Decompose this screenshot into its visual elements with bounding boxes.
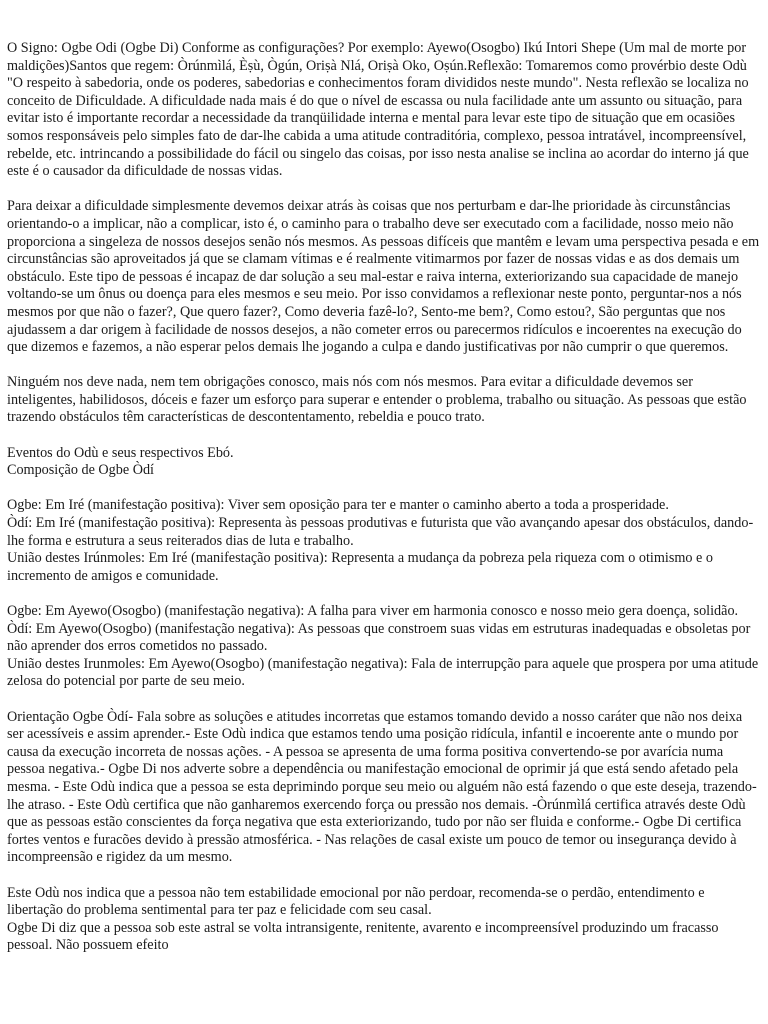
paragraph-line: Òdí: Em Ayewo(Osogbo) (manifestação negativa): As pessoas que constroem suas vidas em estruturas inadequadas e obsoletas por não aprender dos erros cometidos no passado. <box>7 620 751 655</box>
paragraph-orientation <box>7 709 761 867</box>
paragraph-line: Este Odù nos indica que a pessoa não tem estabilidade emocional por não perdoar, recomenda-se o perdão, entendimento e libertação do problema sentimental para ter paz e felicidade com seu casal. <box>7 884 705 919</box>
document-body <box>7 40 761 972</box>
paragraph-negative-manifestation <box>7 603 761 691</box>
paragraph-line: Para deixar a dificuldade simplesmente devemos deixar atrás às coisas que nos perturbam e dar-lhe prioridade às circunstâncias orientando-o a implicar, não a complicar, isto é, o caminho para o trabalho deve ser executado com a facilidade, nosso meio não proporciona a singeleza de nossos desejos senão nós mesmos. As pessoas difíceis que mantêm e levam uma perspectiva pesada e em circunstâncias são aproveitados já que se clamam vítimas e é realmente vitimarmos por fazer de nossas vidas e as dos demais um obstáculo. Este tipo de pessoas é incapaz de dar solução a seu mal-estar e raiva interna, exteriorizando sua capacidade de manejo voltando-se um ônus ou doença para eles mesmos e seu meio. Por isso convidamos a reflexionar neste ponto, perguntar-nos a nós mesmos por que não o fazer?, Que quero fazer?, Como deveria fazê-lo?, Sento-me bem?, Como estou?, São perguntas que nos ajudassem a dar origem à facilidade de nossos desejos, a não cometer erros ou parecermos ridículos e incoerentes na execução do que dizemos e fazemos, a não esperar pelos demais lhe jogando a culpa e dando justificativas por não cumprir o que queremos. <box>7 198 760 356</box>
paragraph-line: Òdí: Em Iré (manifestação positiva): Representa às pessoas produtivas e futurista que vão avançando apesar dos obstáculos, dando-lhe forma e estrutura a seus reiterados dias de luta e trabalho. <box>7 515 754 549</box>
section-heading: Eventos do Odù e seus respectivos Ebó. <box>7 444 234 461</box>
paragraph-line: Ogbe: Em Iré (manifestação positiva): Viver sem oposição para ter e manter o caminho aberto a toda a prosperidade. <box>7 497 669 514</box>
paragraph-line: O Signo: Ogbe Odi (Ogbe Di) Conforme as configurações? Por exemplo: Ayewo(Osogbo) Ikú Intori Shepe (Um mal de morte por maldições)Santos que regem: Òrúnmìlá, Èṣù, Ògún, Oriṣà Nlá, Oriṣà Oko, Oṣún.Reflexão: Tomaremos como provérbio deste Odù "O respeito à sabedoria, onde os poderes, sabedorias e conhecimentos foram divididos neste mundo". Nesta reflexão se localiza no conceito de Dificuldade. A dificuldade nada mais é do que o nível de escassa ou nula facilidade ante um assunto ou situação, para evitar isto é importante recordar a necessidade da tranqüilidade interna e mental para levar este tipo de situação que em ocasiões somos responsáveis pelo simples fato de dar-lhe cabida a uma atitude contraditória, complexo, pessoa intratável, incompreensível, rebelde, etc. intrincando a possibilidade do fácil ou singelo das coisas, por isso nesta analise se inclina ao acordar do interno já que este é o causador da dificuldade de nossas vidas. <box>7 40 749 180</box>
paragraph-line: União destes Irunmoles: Em Ayewo(Osogbo) (manifestação negativa): Fala de interrupção para aquele que prospera por uma atitude zelosa do potencial por parte de seu meio. <box>7 655 759 690</box>
section-heading: Composição de Ogbe Òdí <box>7 462 154 479</box>
paragraph-intro <box>7 40 761 181</box>
paragraph-events-heading <box>7 445 761 480</box>
paragraph-line: Ogbe Di diz que a pessoa sob este astral se volta intransigente, renitente, avarento e incompreensível produzindo um fracasso pessoal. Não possuem efeito <box>7 919 719 954</box>
paragraph-emotional-stability <box>7 885 761 955</box>
paragraph-difficulty <box>7 198 761 356</box>
paragraph-positive-manifestation <box>7 497 761 585</box>
paragraph-line: Ninguém nos deve nada, nem tem obrigações conosco, mais nós com nós mesmos. Para evitar a dificuldade devemos ser inteligentes, habilidosos, dóceis e fazer um esforço para superar e entender o problema, trabalho ou situação. As pessoas que estão trazendo obstáculos têm características de descontentamento, rebeldia e pouco trato. <box>7 374 747 426</box>
paragraph-line: Ogbe: Em Ayewo(Osogbo) (manifestação negativa): A falha para viver em harmonia conosco e nosso meio gera doença, solidão. <box>7 603 739 619</box>
paragraph-obligations <box>7 374 761 427</box>
paragraph-line: União destes Irúnmoles: Em Iré (manifestação positiva): Representa a mudança da pobreza pela riqueza com o otimismo e o incremento de amigos e comunidade. <box>7 550 713 584</box>
paragraph-line: Orientação Ogbe Òdí- Fala sobre as soluções e atitudes incorretas que estamos tomando devido a nosso caráter que não nos deixa ser acessíveis e assim aprender.- Este Odù indica que estamos tendo uma posição ridícula, infantil e incoerente ante o mundo por causa da execução incorreta de nossas ações. - A pessoa se apresenta de uma forma positiva convertendo-se por avarícia numa pessoa negativa.- Ogbe Di nos adverte sobre a dependência ou manifestação emocional de oprimir já que está sendo afetado pela mesma. - Este Odù indica que a pessoa se esta deprimindo porque seu meio ou alguém não está fazendo o que este deseja, trazendo-lhe atraso. - Este Odù certifica que não ganharemos exercendo força ou pressão nos demais. -Òrúnmìlá certifica através deste Odù que as pessoas estão conscientes da força negativa que esta exteriorizando, tudo por não ser fluida e conforme.- Ogbe Di certifica fortes ventos e furacões devido à pressão atmosférica. - Nas relações de casal existe um pouco de temor ou insegurança devido à incompreensão e rigidez da um mesmo. <box>7 708 757 866</box>
